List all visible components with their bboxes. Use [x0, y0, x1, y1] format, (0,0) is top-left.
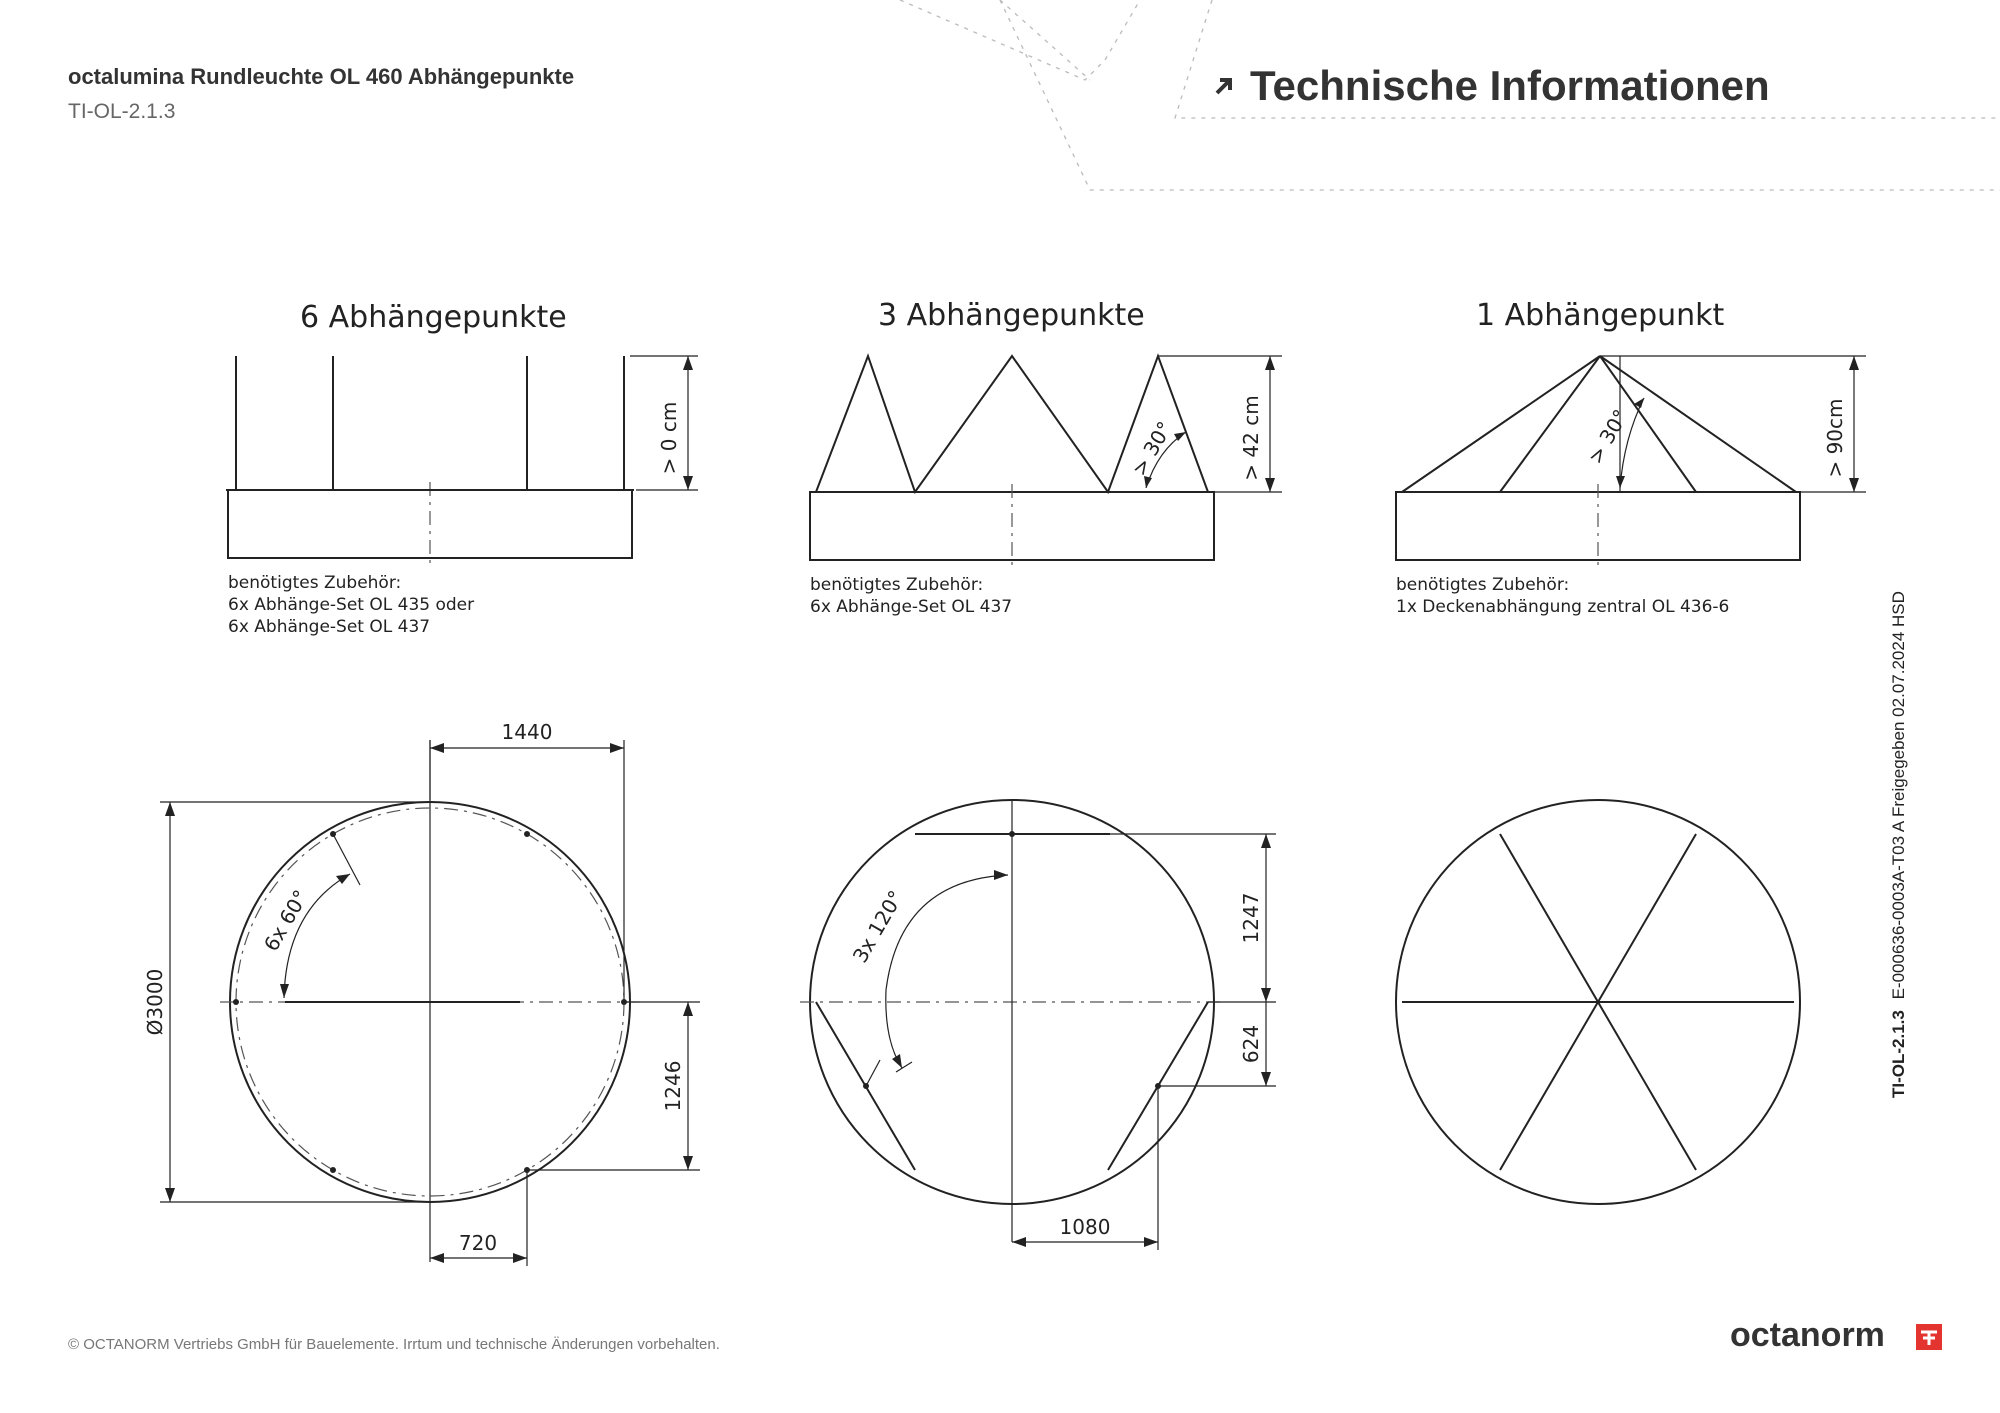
dim-top-six: 1440	[501, 720, 553, 744]
accessory-note-one	[1396, 574, 1729, 618]
note-line: benötigtes Zubehör:	[810, 575, 984, 595]
document-code: TI-OL-2.1.3	[68, 100, 176, 123]
dim-right-six: 1246	[661, 1060, 685, 1112]
svg-text:TI-OL-2.1.3 E-000636-0003A	[1889, 591, 1908, 1098]
note-line: 6x Abhänge-Set OL 437	[228, 617, 431, 637]
header-decoration	[900, 0, 2000, 190]
elevation-one-point	[1396, 356, 1866, 568]
dim-upper-three: 1247	[1239, 892, 1263, 944]
dim-lower-three: 624	[1239, 1024, 1263, 1064]
note-line: 6x Abhänge-Set OL 437	[810, 597, 1013, 617]
section-title-six: 6 Abhängepunkte	[300, 300, 567, 335]
dim-bottom-six: 720	[458, 1231, 498, 1255]
side-code-text: E-000636-0003A-T03 A Freigegeben 02.07.2024 HSD	[1889, 591, 1908, 1000]
angle-six: 6x 60°	[258, 885, 313, 956]
height-label-six: > 0 cm	[657, 401, 681, 475]
document-title: octalumina Rundleuchte OL 460 Abhängepunkte	[68, 64, 575, 89]
section-title-three: 3 Abhängepunkte	[878, 298, 1145, 333]
dim-diameter: Ø3000	[143, 968, 167, 1036]
plan-six-points	[160, 740, 700, 1266]
height-label-three: > 42 cm	[1239, 395, 1263, 481]
note-line: benötigtes Zubehör:	[228, 573, 402, 593]
elevation-six-points	[226, 356, 698, 566]
section-title-one: 1 Abhängepunkt	[1476, 298, 1725, 333]
elevation-three-points	[810, 356, 1282, 568]
height-label-one: > 90cm	[1823, 398, 1847, 478]
dim-bottom-three: 1080	[1059, 1215, 1111, 1239]
brand-logo-text: octanorm	[1730, 1316, 1885, 1354]
octanorm-logo-icon	[1916, 1324, 1942, 1350]
release-code-vertical	[1880, 550, 1920, 1100]
angle-three: 3x 120°	[847, 886, 909, 967]
accessory-note-six	[228, 572, 474, 638]
plan-one-point	[1396, 800, 1800, 1204]
angle-label-one: > 30°	[1582, 405, 1633, 468]
note-line: 1x Deckenabhängung zentral OL 436-6	[1396, 597, 1730, 617]
angle-label-three: > 30°	[1126, 417, 1177, 480]
side-code-id: TI-OL-2.1.3	[1889, 1010, 1908, 1098]
section-heading: Technische Informationen	[1250, 62, 1770, 109]
note-line: benötigtes Zubehör:	[1396, 575, 1570, 595]
note-line: 6x Abhänge-Set OL 435 oder	[228, 595, 475, 615]
plan-three-points	[800, 800, 1276, 1250]
copyright-footer: © OCTANORM Vertriebs GmbH für Bauelemente. Irrtum und technische Änderungen vorbehalten.	[68, 1336, 720, 1353]
accessory-note-three	[810, 574, 1012, 618]
